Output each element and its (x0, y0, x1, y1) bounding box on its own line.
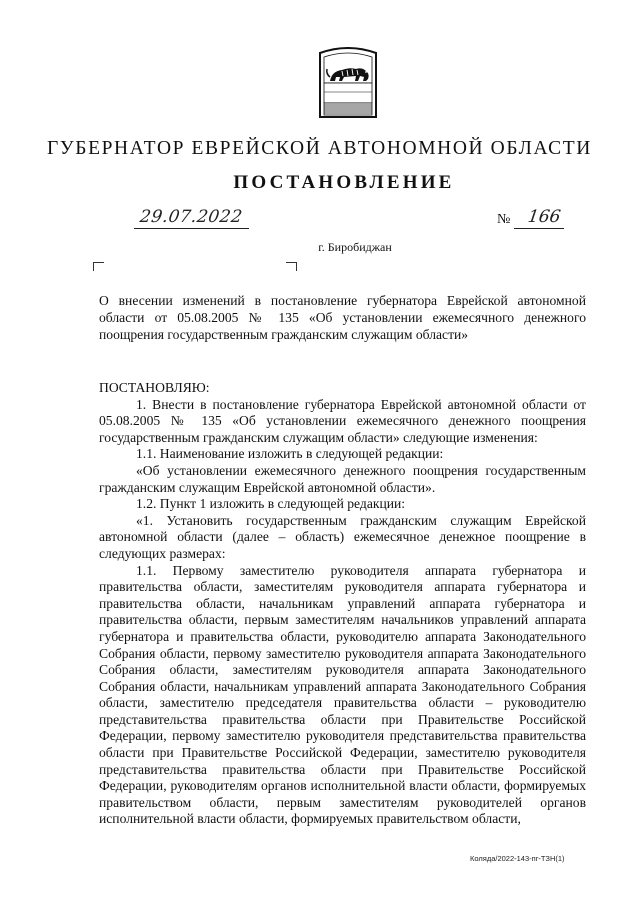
subject-corner-right (286, 262, 297, 271)
document-subject: О внесении изменений в постановление губернатора Еврейской автономной области от 05.08.2005 № 135 «Об установлении ежемесячного денежного поощрения государственным гражданским служащим области» (99, 293, 586, 342)
body-paragraph: «Об установлении ежемесячного денежного поощрения государственным гражданским служащим Еврейской автономной области». (99, 462, 586, 495)
date-underline (134, 228, 249, 229)
body-paragraph: 1. Внести в постановление губернатора Еврейской автономной области от 05.08.2005 № 135 «Об установлении ежемесячного денежного поощрения государственным гражданским служащим области» следующие изменения: (99, 396, 586, 445)
subject-corner-left (93, 262, 104, 271)
issuing-authority: ГУБЕРНАТОР ЕВРЕЙСКОЙ АВТОНОМНОЙ ОБЛАСТИ (47, 138, 592, 159)
document-number: 166 (526, 207, 562, 227)
body-paragraph: 1.1. Первому заместителю руководителя аппарата губернатора и правительства области, заместителям руководителя аппарата губернатора и правительства области, начальникам управлений аппарата губернатора и правительства области, первым заместителям начальников управлений аппарата губернатора и правительства области, руководителю аппарата Законодательного Собрания области, первому заместителю руководителя аппарата Законодательного Собрания области, заместителям руководителя аппарата Законодательного Собрания области, начальникам управлений аппарата Законодательного Собрания области, заместителю председателя правительства области – руководителю представительства правительства области при Правительстве Российской Федерации, первому заместителю руководителя представительства правительства области при Правительстве Российской Федерации, заместителю руководителя представительства правительства области при Правительстве Российской Федерации, руководителям органов исполнительной власти области, формируемых правительством области, первым заместителям руководителей органов исполнительной власти области, формируемых правительством области, (99, 562, 586, 827)
coat-of-arms-emblem (316, 47, 380, 123)
resolution-lead: ПОСТАНОВЛЯЮ: (99, 380, 210, 395)
number-underline (514, 228, 564, 229)
document-date: 29.07.2022 (138, 207, 244, 227)
number-sign: № (497, 212, 511, 227)
document-type-title: ПОСТАНОВЛЕНИЕ (233, 172, 455, 193)
body-paragraph: 1.1. Наименование изложить в следующей редакции: (136, 446, 444, 462)
footer-document-code: Коляда/2022-143-пг-ТЗН(1) (470, 854, 565, 863)
document-body (99, 380, 586, 828)
body-paragraph: 1.2. Пункт 1 изложить в следующей редакции: (136, 496, 406, 512)
city-label: г. Биробиджан (318, 240, 392, 254)
body-paragraph: «1. Установить государственным гражданским служащим Еврейской автономной области (далее – область) ежемесячное денежное поощрение в следующих размерах: (99, 512, 586, 561)
